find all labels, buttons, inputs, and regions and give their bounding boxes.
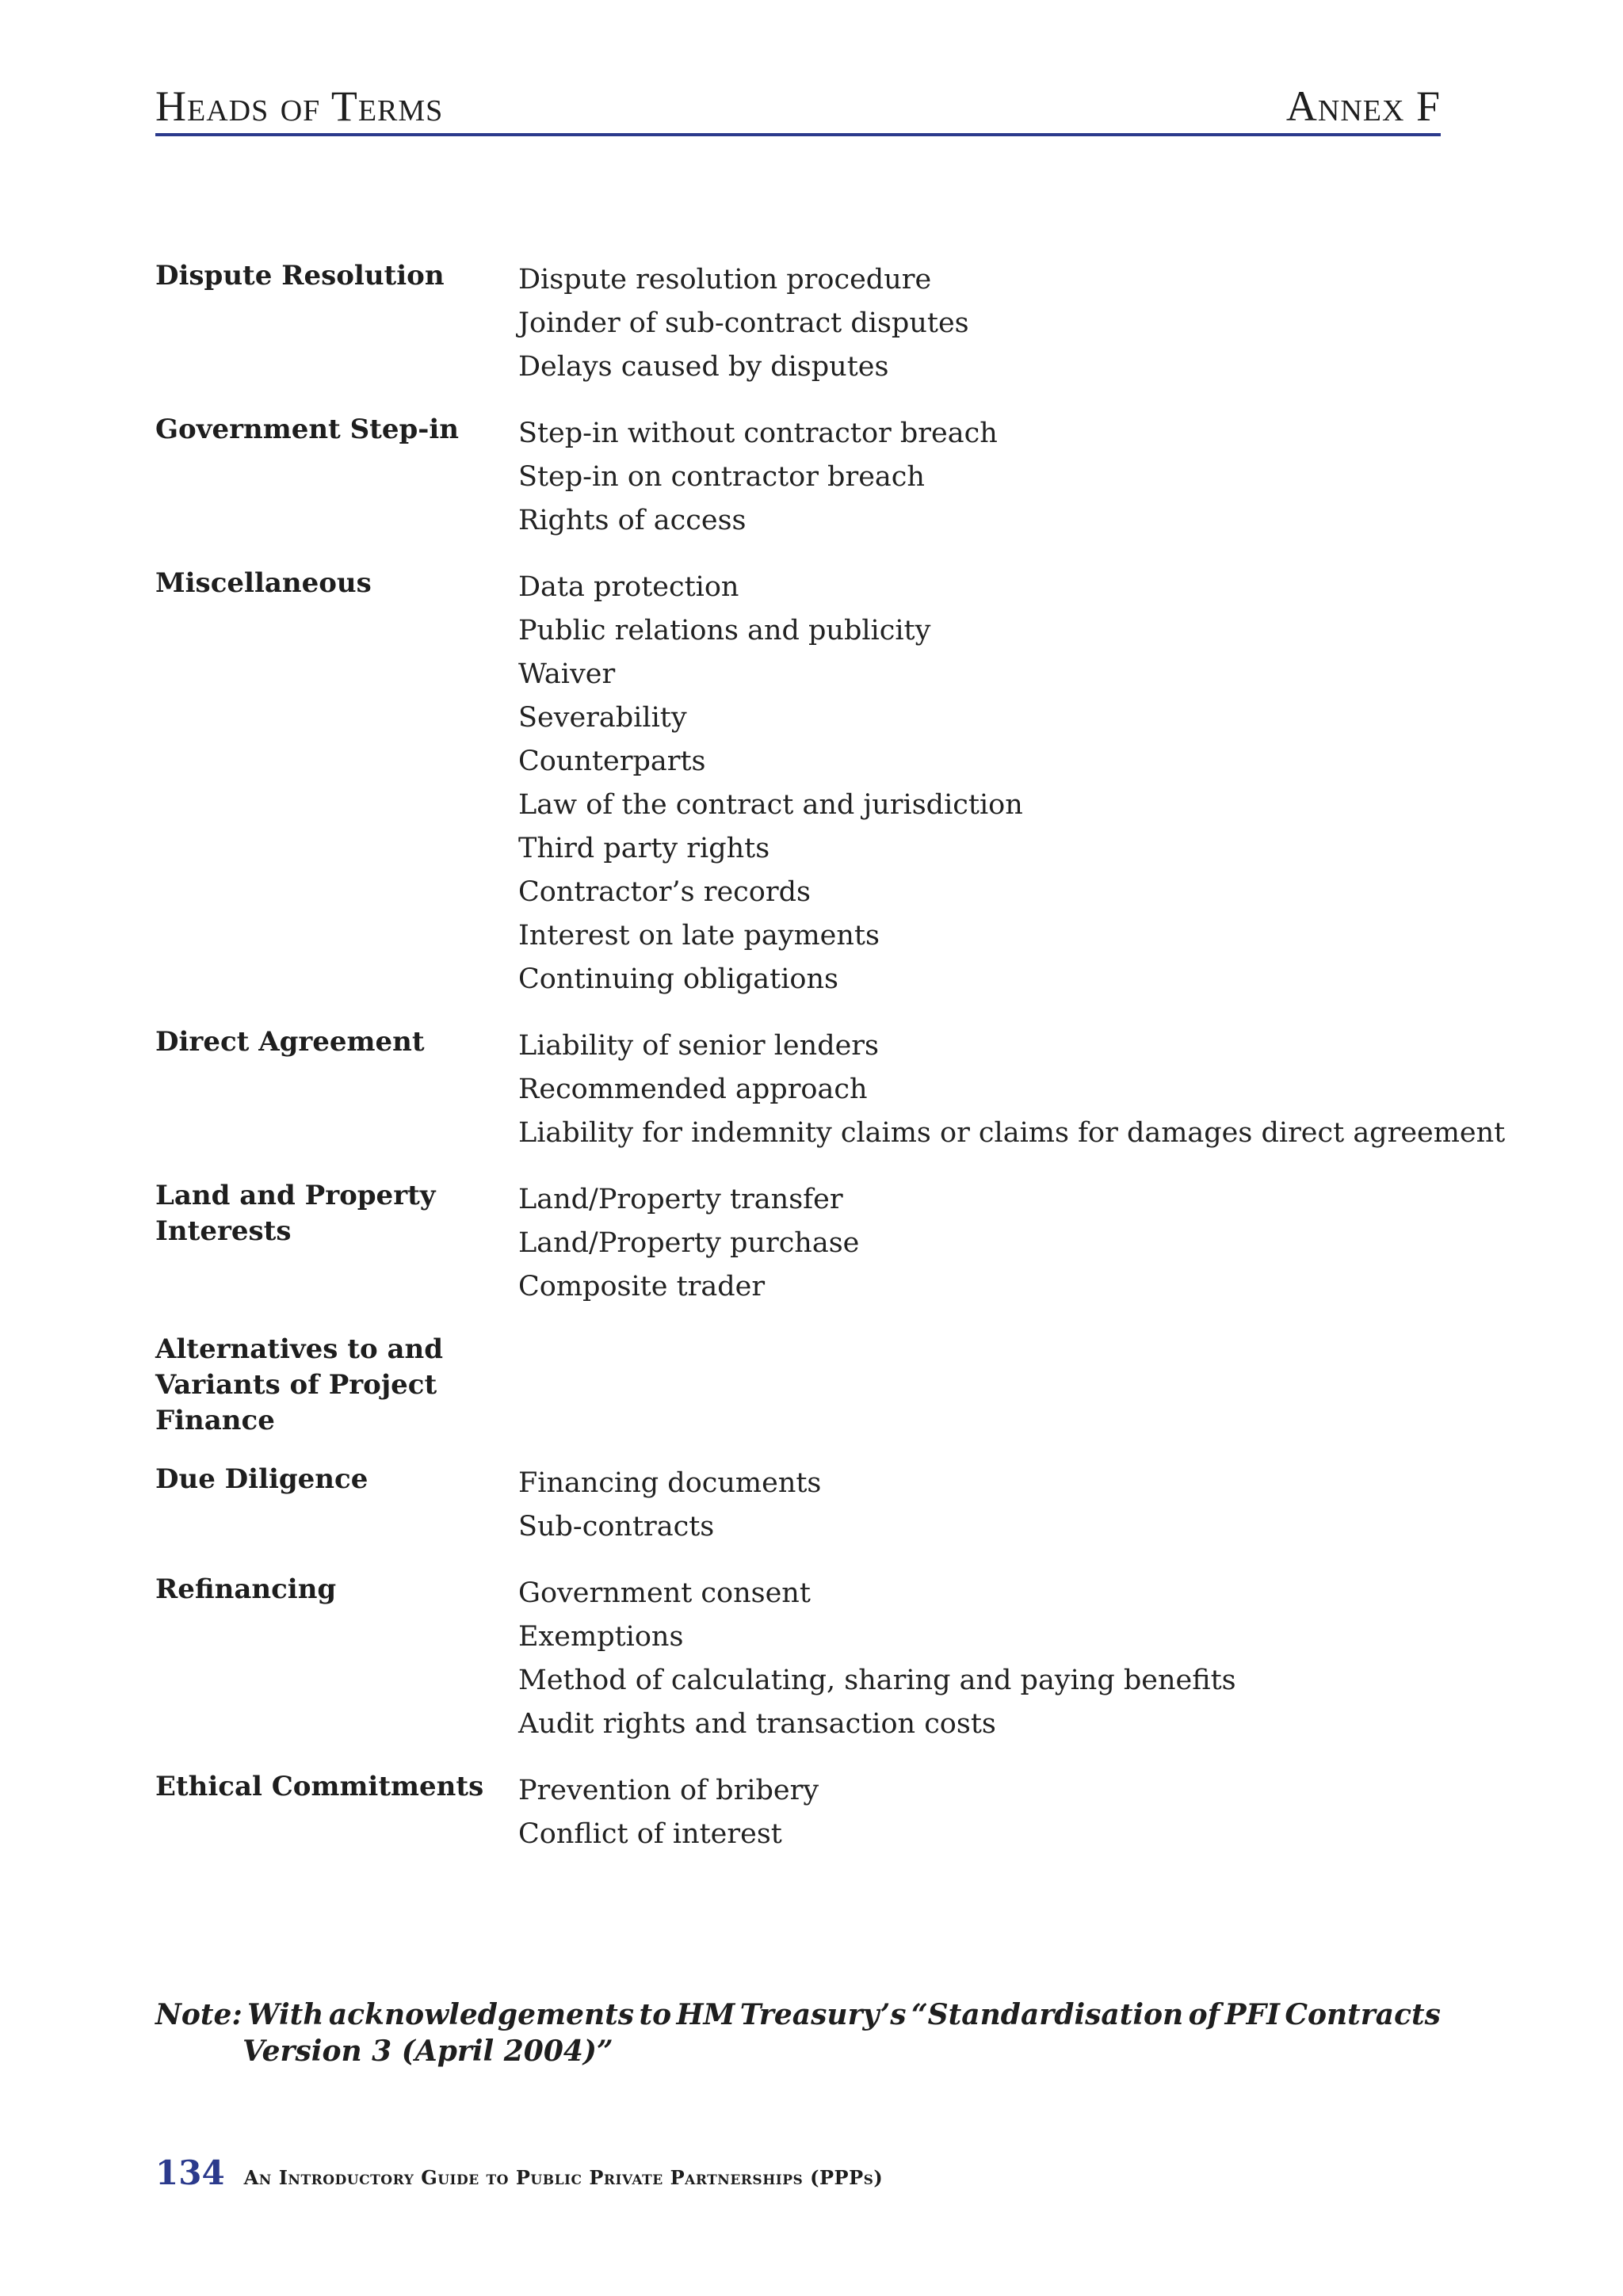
term-item: Method of calculating, sharing and paying benefits (518, 1665, 1236, 1696)
term-item: Government consent (518, 1577, 811, 1609)
term-heading-line: Alternatives to and (155, 1333, 444, 1365)
term-item: Step-in without contractor breach (518, 418, 998, 449)
term-item: Audit rights and transaction costs (518, 1708, 996, 1740)
term-heading (155, 1178, 518, 1309)
note-word: With (247, 1998, 324, 2031)
note-line-1 (155, 1997, 1441, 2033)
header-title: Heads of Terms (155, 82, 444, 130)
term-row (155, 1572, 1455, 1746)
page-footer (155, 2153, 883, 2201)
term-heading (155, 1332, 518, 1439)
term-items (518, 1572, 1455, 1746)
term-item: Contractor’s records (518, 876, 811, 908)
term-row (155, 412, 1455, 543)
term-heading-line: Interests (155, 1215, 292, 1247)
term-heading-line: Land and Property (155, 1180, 436, 1211)
note-word: “Standardisation (911, 1998, 1184, 2031)
term-item: Conflict of interest (518, 1818, 782, 1850)
term-item: Dispute resolution procedure (518, 264, 932, 296)
acknowledgement-note (155, 1997, 1441, 2069)
term-items (518, 258, 1455, 389)
header-annex: Annex F (1285, 82, 1441, 130)
term-item: Delays caused by disputes (518, 351, 889, 383)
term-item: Joinder of sub-contract disputes (518, 307, 969, 339)
term-item: Liability of senior lenders (518, 1030, 879, 1062)
term-item: Interest on late payments (518, 920, 880, 952)
term-item: Liability for indemnity claims or claims for damages direct agreement (518, 1117, 1506, 1149)
note-word: acknowledgements (328, 1998, 635, 2031)
term-item: Land/Property purchase (518, 1227, 860, 1259)
page-number: 134 (155, 2153, 225, 2192)
term-heading: Direct Agreement (155, 1026, 425, 1058)
term-heading: Refinancing (155, 1573, 337, 1605)
term-items (518, 1769, 1455, 1856)
term-row (155, 1769, 1455, 1856)
term-row (155, 258, 1455, 389)
term-heading-line: Finance (155, 1405, 275, 1436)
term-heading: Dispute Resolution (155, 260, 445, 292)
term-item: Exemptions (518, 1621, 684, 1653)
term-item: Financing documents (518, 1467, 822, 1499)
running-header (155, 78, 1441, 136)
term-items (518, 1024, 1505, 1155)
term-heading: Due Diligence (155, 1463, 369, 1495)
term-row (155, 1462, 1455, 1549)
term-item: Prevention of bribery (518, 1775, 819, 1806)
term-items (518, 1332, 1455, 1439)
note-word: HM (676, 1998, 735, 2031)
term-item: Waiver (518, 658, 616, 690)
footer-title: An Introductory Guide to Public Private Partnerships (PPPs) (243, 2166, 884, 2189)
term-item: Composite trader (518, 1271, 766, 1302)
term-row (155, 1332, 1455, 1439)
term-item: Counterparts (518, 746, 706, 777)
note-word: of (1188, 1998, 1220, 2031)
term-item: Step-in on contractor breach (518, 461, 925, 493)
term-items (518, 1178, 1455, 1309)
term-heading: Government Step-in (155, 414, 460, 445)
term-item: Recommended approach (518, 1074, 868, 1105)
note-word: to (639, 1998, 672, 2031)
term-items (518, 566, 1455, 1001)
term-row (155, 1178, 1455, 1309)
term-item: Third party rights (518, 833, 770, 864)
term-heading: Ethical Commitments (155, 1771, 484, 1802)
term-row (155, 1024, 1506, 1155)
term-item: Law of the contract and jurisdiction (518, 789, 1023, 821)
term-item: Rights of access (518, 505, 747, 536)
term-row (155, 566, 1455, 1001)
term-item: Sub-contracts (518, 1511, 715, 1543)
term-item: Severability (518, 702, 687, 734)
term-heading-line: Variants of Project (155, 1369, 437, 1401)
note-word: Note: (155, 1998, 242, 2031)
heads-of-terms-list (155, 258, 1506, 1879)
term-item: Continuing obligations (518, 963, 838, 995)
note-line-2: Version 3 (April 2004)” (242, 2035, 613, 2068)
note-word: Contracts (1285, 1998, 1441, 2031)
note-word: Treasury’s (739, 1998, 907, 2031)
term-item: Public relations and publicity (518, 615, 931, 646)
term-item: Data protection (518, 571, 739, 603)
term-items (518, 412, 1455, 543)
term-items (518, 1462, 1455, 1549)
term-heading: Miscellaneous (155, 567, 372, 599)
note-word: PFI (1224, 1998, 1280, 2031)
term-item: Land/Property transfer (518, 1184, 843, 1215)
